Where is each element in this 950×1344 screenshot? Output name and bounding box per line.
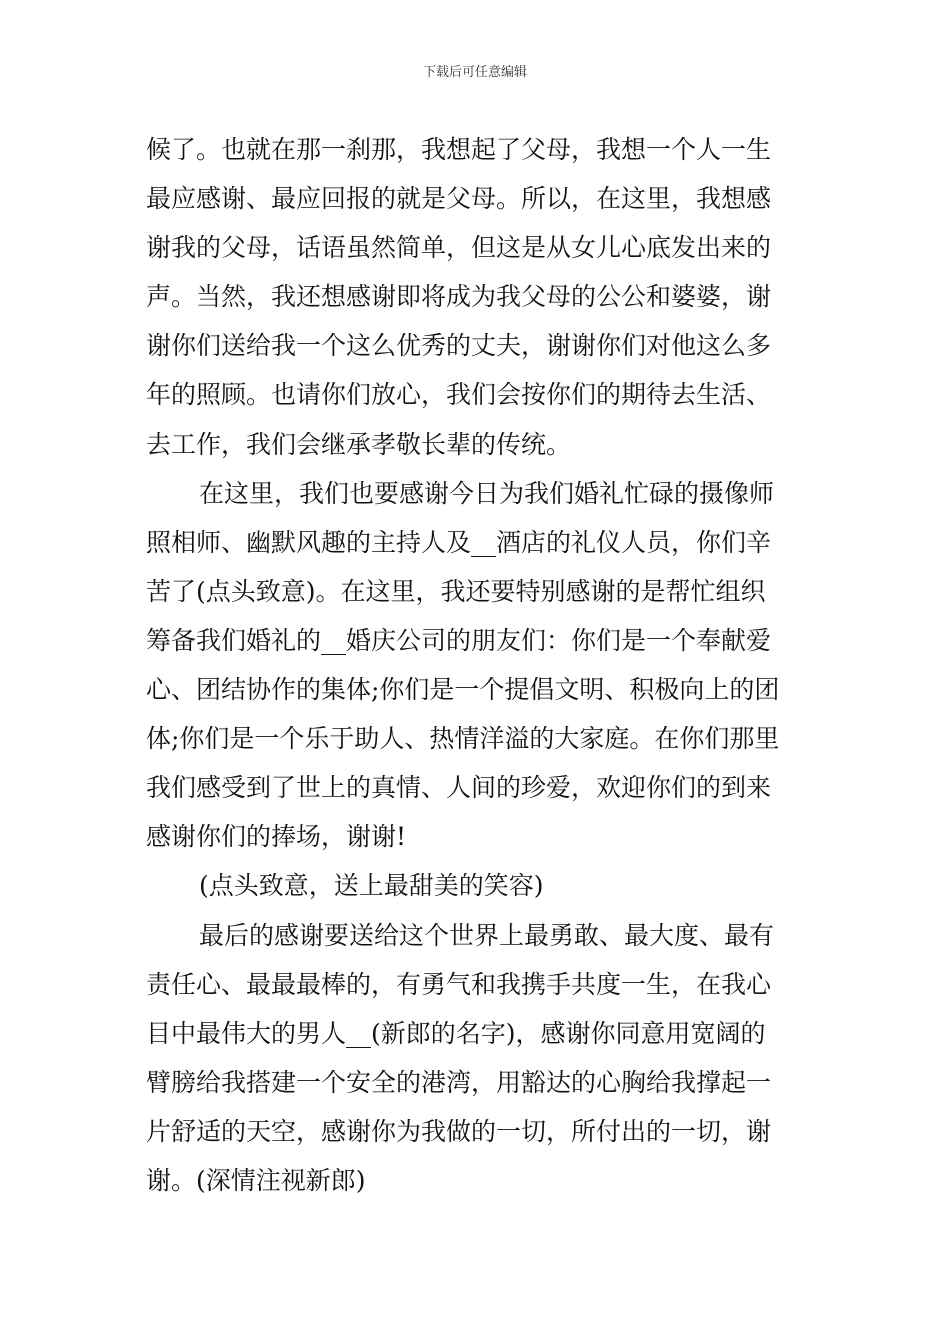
text-line: 筹备我们婚礼的__婚庆公司的朋友们：你们是一个奉献爱	[146, 625, 772, 655]
text-line: 年的照顾。也请你们放心，我们会按你们的期待去生活、	[146, 380, 772, 410]
text-line: 谢你们送给我一个这么优秀的丈夫，谢谢你们对他这么多	[146, 331, 772, 361]
paragraph-start-line: 最后的感谢要送给这个世界上最勇敢、最大度、最有	[199, 920, 775, 950]
text-line: 心、团结协作的集体;你们是一个提倡文明、积极向上的团	[146, 675, 780, 705]
paragraph-start-line: (点头致意，送上最甜美的笑容)	[199, 871, 544, 901]
text-line: 谢我的父母，话语虽然简单，但这是从女儿心底发出来的	[146, 233, 772, 263]
text-line: 候了。也就在那一刹那，我想起了父母，我想一个人一生	[146, 135, 772, 164]
text-line: 体;你们是一个乐于助人、热情洋溢的大家庭。在你们那里	[146, 724, 780, 754]
text-line: 臂膀给我搭建一个安全的港湾，用豁达的心胸给我撑起一	[146, 1067, 772, 1097]
text-line: 谢。(深情注视新郎)	[146, 1165, 366, 1195]
text-line: 目中最伟大的男人__(新郎的名字)，感谢你同意用宽阔的	[146, 1018, 766, 1048]
document-body	[146, 125, 806, 1205]
text-line: 最应感谢、最应回报的就是父母。所以，在这里，我想感	[146, 184, 772, 214]
text-line: 去工作，我们会继承孝敬长辈的传统。	[146, 429, 572, 459]
text-line: 责任心、最最最棒的，有勇气和我携手共度一生，在我心	[146, 969, 772, 999]
text-line: 照相师、幽默风趣的主持人及__酒店的礼仪人员，你们辛	[146, 527, 772, 557]
text-line: 感谢你们的捧场，谢谢!	[146, 822, 407, 852]
text-line: 我们感受到了世上的真情、人间的珍爱，欢迎你们的到来	[146, 773, 772, 803]
text-line: 苦了(点头致意)。在这里，我还要特别感谢的是帮忙组织	[146, 576, 766, 606]
page-header-note: 下载后可任意编辑	[422, 65, 527, 80]
paragraph-start-line: 在这里，我们也要感谢今日为我们婚礼忙碌的摄像师	[199, 478, 775, 508]
text-line: 片舒适的天空，感谢你为我做的一切，所付出的一切，谢	[146, 1116, 772, 1146]
text-line: 声。当然，我还想感谢即将成为我父母的公公和婆婆，谢	[146, 282, 772, 312]
